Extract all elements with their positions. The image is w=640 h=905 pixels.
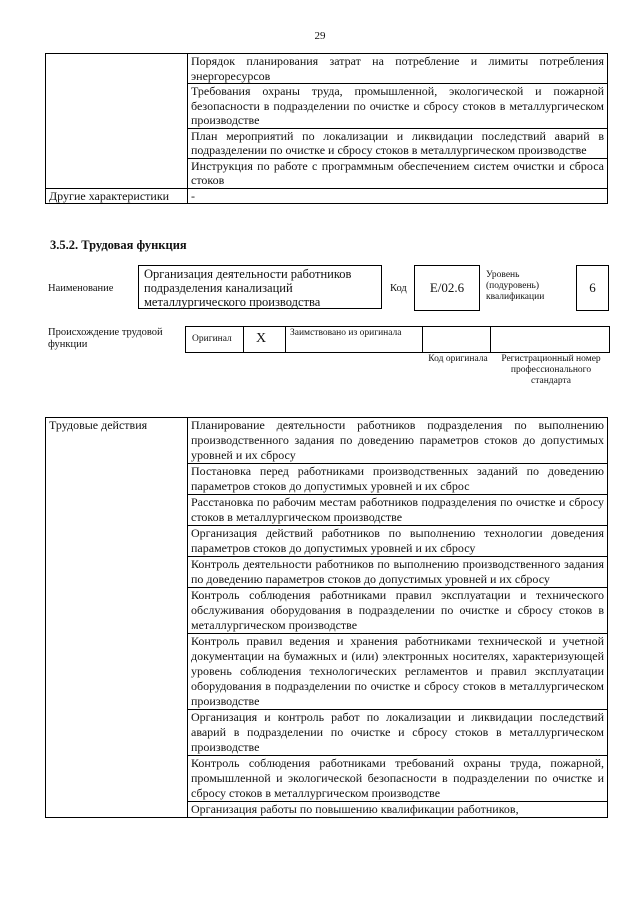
table-row: Расстановка по рабочим местам работников подразделения по очистке и сбросу стоков в металлургическом производстве (188, 495, 608, 526)
table-row: Контроль деятельности работников по выполнению производственного задания по доведению параметров стоков до допустимых уровней и их сбросу (188, 557, 608, 588)
origin-label: Происхождение трудовой функции (48, 327, 163, 350)
actions-label: Трудовые действия (46, 418, 188, 818)
level-label: Уровень (подуровень) квалификации (486, 270, 545, 302)
code-label: Код (390, 283, 407, 294)
divider (422, 326, 423, 353)
divider (285, 326, 286, 353)
table-row: Контроль соблюдения работниками правил эксплуатации и технического обслуживания оборудования в подразделении по очистке и сбросу стоков в металлургическом производстве (188, 588, 608, 634)
table-row: Организация работы по повышению квалификации работников, (188, 802, 608, 818)
code-value: E/02.6 (414, 265, 480, 311)
page-number: 29 (314, 30, 326, 42)
registration-number-caption: Регистрационный номер профессионального стандарта (501, 354, 601, 386)
table-row: Постановка перед работниками производственных заданий по доведению параметров стоков до допустимых уровней и их сброс (188, 464, 608, 495)
divider (490, 326, 491, 353)
borrowed-label: Заимствовано из оригинала (290, 328, 402, 338)
table-row: Планирование деятельности работников подразделения по выполнению производственного задания по доведению параметров стоков до допустимых уровней и их сбросу (188, 418, 608, 464)
table-row: Контроль соблюдения работниками требований охраны труда, пожарной, промышленной и экологической безопасности в подразделении по очистке и сбросу стоков в металлургическом производстве (188, 756, 608, 802)
table-row: Требования охраны труда, промышленной, экологической и пожарной безопасности в подразделении по очистке и сбросу стоков в металлургическом производстве (188, 84, 608, 129)
other-characteristics-label: Другие характеристики (46, 188, 188, 204)
name-label: Наименование (48, 283, 114, 294)
table-row: Порядок планирования затрат на потребление и лимиты потребления энергоресурсов (188, 54, 608, 84)
code-original-caption: Код оригинала (428, 354, 488, 364)
original-mark: X (256, 331, 267, 346)
table-row: Инструкция по работе с программным обеспечением систем очистки и сброса стоков (188, 158, 608, 188)
table-row: Организация действий работников по выполнению технологии доведения параметров стоков до допустимых уровней и их сбросу (188, 526, 608, 557)
empty-label-cell (46, 54, 188, 189)
actions-table (45, 417, 608, 818)
table-row: План мероприятий по локализации и ликвидации последствий аварий в подразделении по очистке и сбросу стоков в металлургическом производстве (188, 128, 608, 158)
table-row: Контроль правил ведения и хранения работниками технической и учетной документации на бумажных и (или) электронных носителях, характеризующей уровень соблюдения технологических регламентов и правил эксплуатации оборудования в подразделении по очистке и сбросу стоков в металлургическом производстве (188, 634, 608, 710)
table-row: Организация и контроль работ по локализации и ликвидации последствий аварий в подразделении по очистке и сбросу стоков в металлургическом производстве (188, 710, 608, 756)
divider (243, 326, 244, 353)
other-characteristics-value: - (188, 188, 608, 204)
section-heading: 3.5.2. Трудовая функция (50, 238, 187, 252)
original-label: Оригинал (192, 334, 232, 344)
function-name-value: Организация деятельности работников подразделения канализаций металлургического производства (138, 265, 382, 309)
top-table (45, 53, 608, 204)
level-value: 6 (576, 265, 609, 311)
